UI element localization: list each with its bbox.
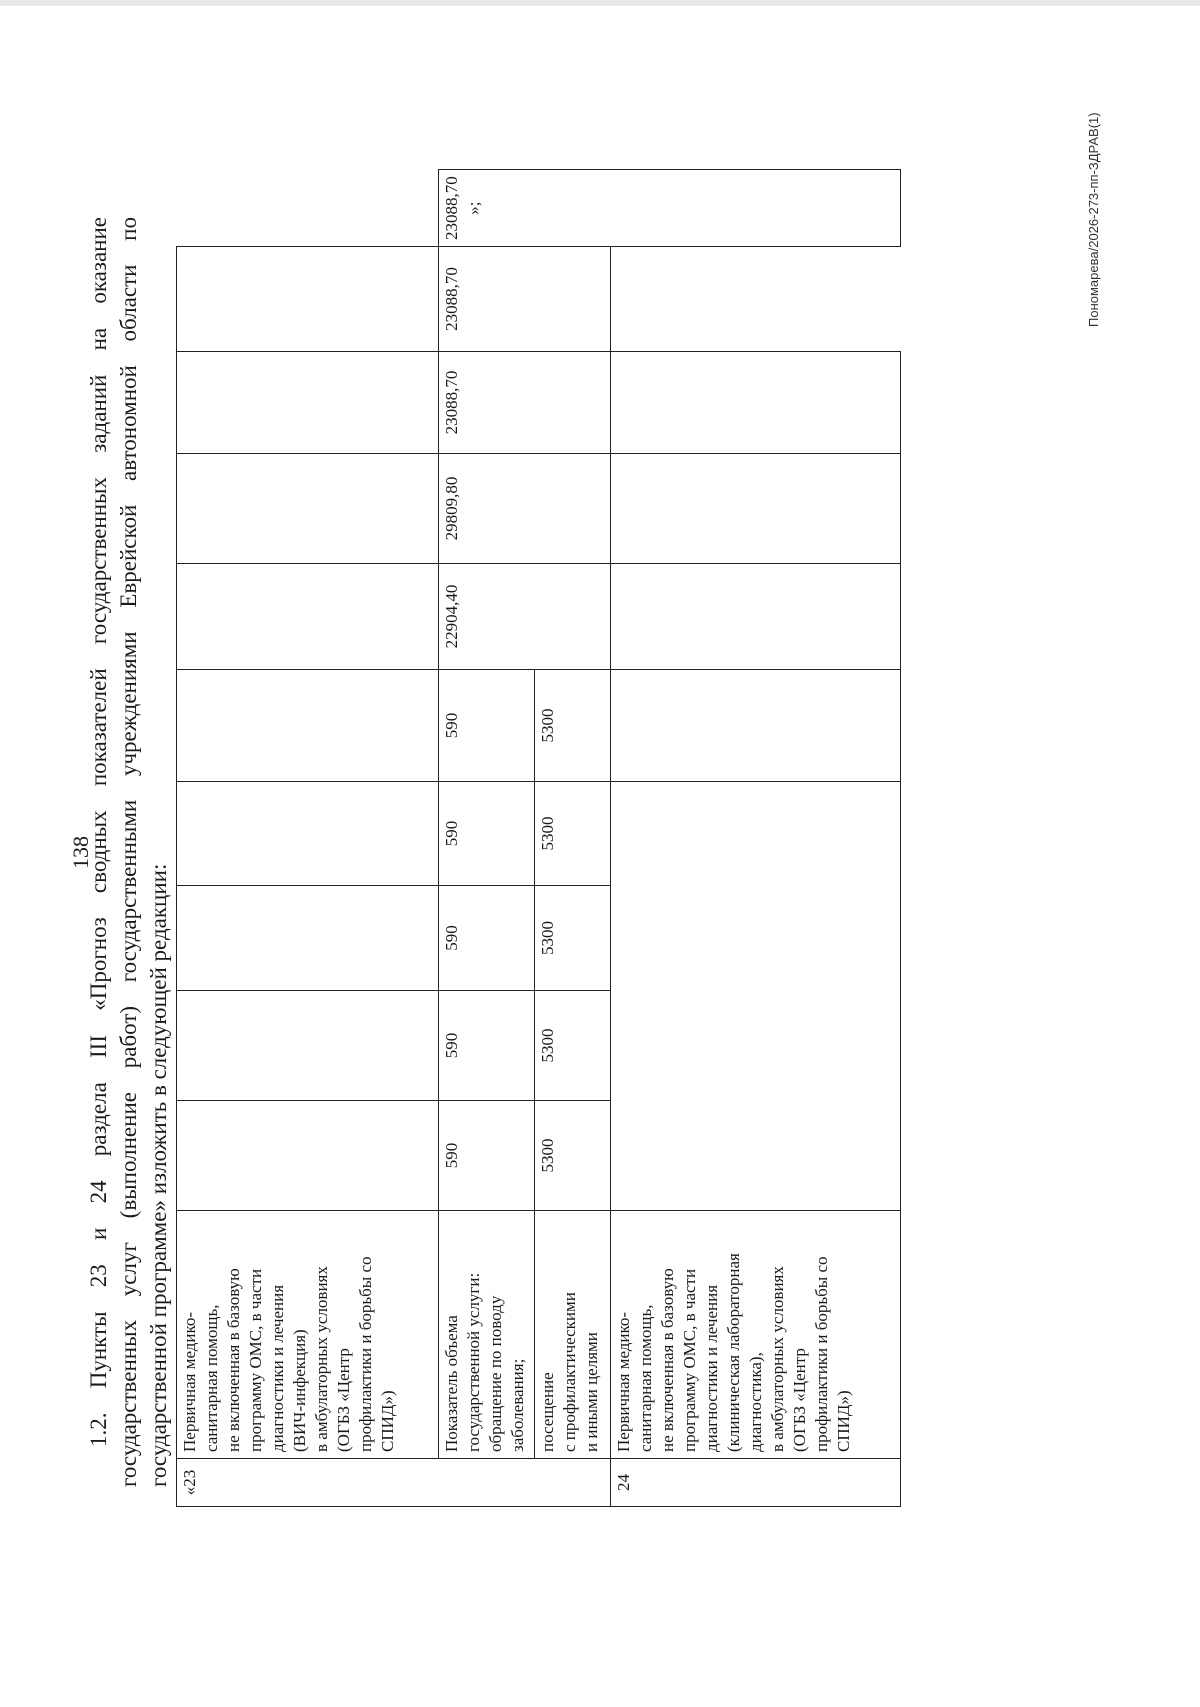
indicator-name-line: посещение: [538, 1372, 557, 1452]
service-name-line: профилактики и борьбы со: [356, 1256, 375, 1452]
service-name-line: профилактики и борьбы со: [812, 1256, 831, 1452]
finance-value: 23088,70: [439, 352, 611, 454]
service-name-line: Первичная медико-: [180, 1311, 199, 1452]
table-cell: [177, 670, 439, 782]
finance-value: 29809,80: [439, 454, 611, 564]
table-cell: [611, 670, 901, 782]
service-name: [611, 1211, 901, 1459]
table-cell: [177, 1101, 439, 1211]
indicators-table: [176, 169, 901, 1507]
service-name-line: программу ОМС, в части: [246, 1268, 265, 1452]
volume-value: 590: [439, 886, 535, 991]
table-cell: [177, 991, 439, 1101]
row-number: 24: [611, 1459, 901, 1507]
table-cell: [611, 352, 901, 454]
table-cell: [611, 564, 901, 670]
service-name-line: в амбулаторных условиях: [768, 1266, 787, 1452]
volume-value: 5300: [535, 886, 611, 991]
service-name-line: (ВИЧ-инфекция): [290, 1329, 309, 1452]
table-cell: [177, 886, 439, 991]
service-name-line: (клиническая лабораторная: [724, 1253, 743, 1452]
row-number: «23: [177, 1459, 611, 1507]
document-footer: Пономарева/2026-273-пп-ЗДРАВ(1): [1086, 112, 1101, 327]
heading-line-1: 1.2. Пункты 23 и 24 раздела III «Прогноз сводных показателей государственных заданий на оказание: [86, 217, 111, 1447]
volume-value: 590: [439, 782, 535, 886]
finance-value-last: [439, 170, 901, 247]
finance-value: 23088,70: [439, 247, 611, 352]
indicator-name-line: заболевания;: [508, 1358, 527, 1452]
service-name-line: (ОГБЗ «Центр: [790, 1348, 809, 1452]
volume-value: 5300: [535, 670, 611, 782]
service-name-line: (ОГБЗ «Центр: [334, 1348, 353, 1452]
page-number: 138: [68, 836, 93, 869]
table-cell: [177, 564, 439, 670]
service-name-line: СПИД»): [378, 1390, 397, 1452]
service-name-line: в амбулаторных условиях: [312, 1266, 331, 1452]
service-name-line: не включенная в базовую: [224, 1268, 243, 1452]
table-cell: [611, 782, 901, 1211]
indicator-name-line: и иными целями: [582, 1332, 601, 1452]
table-cell: [177, 782, 439, 886]
table-cell: [177, 352, 439, 454]
service-name: [177, 1211, 439, 1459]
service-name-line: программу ОМС, в части: [680, 1268, 699, 1452]
volume-value: 590: [439, 1101, 535, 1211]
volume-value: 590: [439, 991, 535, 1101]
service-name-line: не включенная в базовую: [658, 1268, 677, 1452]
service-name-line: санитарная помощь,: [636, 1304, 655, 1452]
indicator-name: [535, 1211, 611, 1459]
service-name-line: диагностика),: [746, 1352, 765, 1452]
table-cell: [177, 454, 439, 564]
indicator-name-line: государственной услуги:: [464, 1272, 483, 1452]
volume-value: 5300: [535, 991, 611, 1101]
table-row: [611, 170, 901, 1507]
heading-line-3: государственной программе» изложить в следующей редакции:: [146, 863, 171, 1487]
service-name-line: диагностики и лечения: [268, 1284, 287, 1452]
volume-value: 5300: [535, 1101, 611, 1211]
finance-value: 23088,70: [442, 176, 461, 240]
table-row: [177, 170, 439, 1507]
indicator-name-line: с профилактическими: [560, 1292, 579, 1452]
heading-line-2: государственных услуг (выполнение работ) государственными учреждениями Еврейской автономной области по: [116, 217, 141, 1487]
service-name-line: Первичная медико-: [614, 1311, 633, 1452]
closing-quote: »;: [464, 201, 483, 215]
table-row: [439, 170, 535, 1507]
volume-value: 590: [439, 670, 535, 782]
volume-value: 5300: [535, 782, 611, 886]
service-name-line: СПИД»): [834, 1390, 853, 1452]
finance-value: 22904,40: [439, 564, 611, 670]
service-name-line: санитарная помощь,: [202, 1304, 221, 1452]
document-heading: [84, 217, 174, 1487]
table-cell: [177, 247, 439, 352]
indicator-name-line: обращение по поводу: [486, 1295, 505, 1452]
indicator-name: [439, 1211, 535, 1459]
indicator-name-line: Показатель объема: [442, 1315, 461, 1452]
table-cell: [611, 454, 901, 564]
service-name-line: диагностики и лечения: [702, 1284, 721, 1452]
